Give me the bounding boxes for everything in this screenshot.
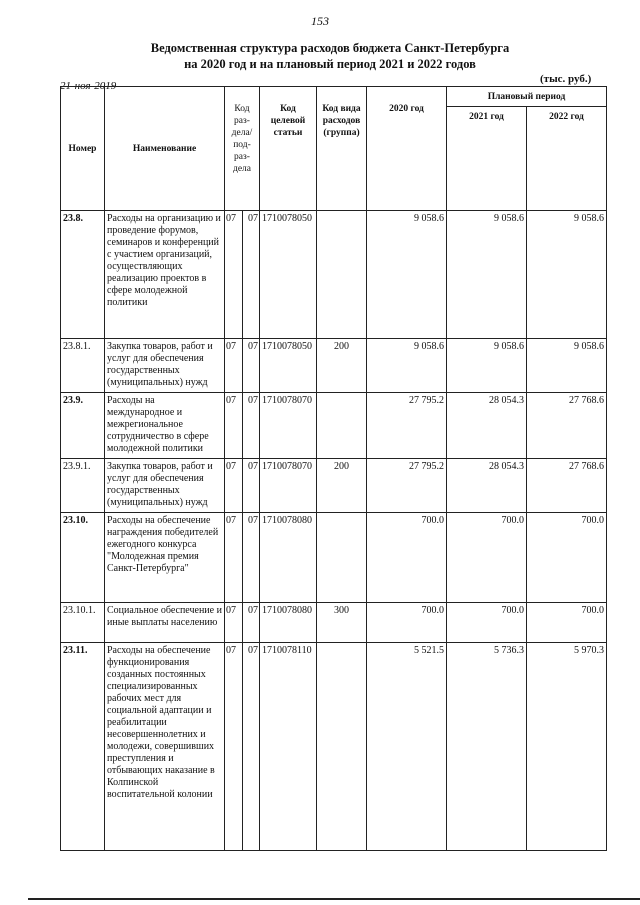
header-planned-period: Плановый период (447, 87, 607, 107)
row-target: 1710078050 (260, 211, 317, 339)
row-target: 1710078070 (260, 459, 317, 513)
row-podrazdel: 07 (243, 603, 260, 643)
document-date: 21-ноя-2019 (60, 80, 117, 92)
row-razdel: 07 (225, 459, 243, 513)
row-name: Закупка товаров, работ и услуг для обеспечения государственных (муниципальных) нужд (105, 339, 225, 393)
row-2022: 700.0 (527, 513, 607, 603)
row-razdel: 07 (225, 603, 243, 643)
row-2022: 27 768.6 (527, 393, 607, 459)
row-name: Расходы на международное и межрегиональное сотрудничество в сфере молодежной политики (105, 393, 225, 459)
row-number: 23.8. (61, 211, 105, 339)
row-2021: 700.0 (447, 513, 527, 603)
header-name: Наименование (105, 87, 225, 211)
header-target: Код целевой статьи (260, 87, 317, 211)
row-razdel: 07 (225, 513, 243, 603)
row-expense-type: 300 (317, 603, 367, 643)
row-target: 1710078050 (260, 339, 317, 393)
row-razdel: 07 (225, 393, 243, 459)
page-number: 153 (311, 14, 329, 28)
row-target: 1710078080 (260, 603, 317, 643)
row-number: 23.10. (61, 513, 105, 603)
row-name: Расходы на организацию и проведение форумов, семинаров и конференций с участием организаций, осуществляющих реализацию проектов в сфере молодежной политики (105, 211, 225, 339)
row-expense-type (317, 393, 367, 459)
row-2021: 5 736.3 (447, 643, 527, 851)
row-2021: 700.0 (447, 603, 527, 643)
row-2022: 5 970.3 (527, 643, 607, 851)
row-razdel: 07 (225, 339, 243, 393)
row-2021: 28 054.3 (447, 459, 527, 513)
header-expense-type: Код вида расходов (группа) (317, 87, 367, 211)
table-row (61, 513, 607, 603)
row-2022: 700.0 (527, 603, 607, 643)
document-title (90, 40, 570, 72)
row-2020: 27 795.2 (367, 393, 447, 459)
row-podrazdel: 07 (243, 459, 260, 513)
row-2020: 9 058.6 (367, 339, 447, 393)
row-name: Закупка товаров, работ и услуг для обеспечения государственных (муниципальных) нужд (105, 459, 225, 513)
row-number: 23.11. (61, 643, 105, 851)
row-target: 1710078110 (260, 643, 317, 851)
title-line-1: Ведомственная структура расходов бюджета Санкт-Петербурга (150, 41, 510, 55)
table-row (61, 211, 607, 339)
row-2021: 28 054.3 (447, 393, 527, 459)
header-number: Номер (61, 87, 105, 211)
table-row (61, 603, 607, 643)
table-row (61, 643, 607, 851)
row-podrazdel: 07 (243, 211, 260, 339)
row-2020: 5 521.5 (367, 643, 447, 851)
row-razdel: 07 (225, 211, 243, 339)
units-label: (тыс. руб.) (540, 73, 592, 85)
table-row (61, 393, 607, 459)
row-podrazdel: 07 (243, 339, 260, 393)
header-2020: 2020 год (367, 87, 447, 211)
row-2020: 700.0 (367, 603, 447, 643)
row-name: Расходы на обеспечение функционирования созданных постоянных специализированных рабочих мест для социальной адаптации и реабилитации несовершеннолетних и молодежи, совершивших преступления и отбывающих наказание в Колпинской воспитательной колонии (105, 643, 225, 851)
row-2020: 700.0 (367, 513, 447, 603)
table-row (61, 459, 607, 513)
row-expense-type: 200 (317, 459, 367, 513)
row-2022: 27 768.6 (527, 459, 607, 513)
row-target: 1710078080 (260, 513, 317, 603)
row-expense-type (317, 643, 367, 851)
header-2021: 2021 год (447, 107, 527, 211)
row-expense-type (317, 211, 367, 339)
title-line-2: на 2020 год и на плановый период 2021 и 2022 годов (184, 57, 476, 71)
row-target: 1710078070 (260, 393, 317, 459)
row-2021: 9 058.6 (447, 339, 527, 393)
row-2022: 9 058.6 (527, 211, 607, 339)
row-number: 23.9.1. (61, 459, 105, 513)
row-number: 23.10.1. (61, 603, 105, 643)
row-podrazdel: 07 (243, 643, 260, 851)
row-expense-type (317, 513, 367, 603)
row-podrazdel: 07 (243, 393, 260, 459)
budget-table (60, 86, 607, 851)
row-number: 23.9. (61, 393, 105, 459)
row-2021: 9 058.6 (447, 211, 527, 339)
row-razdel: 07 (225, 643, 243, 851)
table-row (61, 339, 607, 393)
header-2022: 2022 год (527, 107, 607, 211)
row-podrazdel: 07 (243, 513, 260, 603)
row-2022: 9 058.6 (527, 339, 607, 393)
row-name: Расходы на обеспечение награждения победителей ежегодного конкурса "Молодежная премия Санкт-Петербурга" (105, 513, 225, 603)
row-2020: 9 058.6 (367, 211, 447, 339)
row-expense-type: 200 (317, 339, 367, 393)
page-bottom-rule (28, 898, 640, 900)
row-2020: 27 795.2 (367, 459, 447, 513)
row-name: Социальное обеспечение и иные выплаты населению (105, 603, 225, 643)
row-number: 23.8.1. (61, 339, 105, 393)
header-razdel: Код раз- дела/ под- раз- дела (225, 87, 260, 211)
